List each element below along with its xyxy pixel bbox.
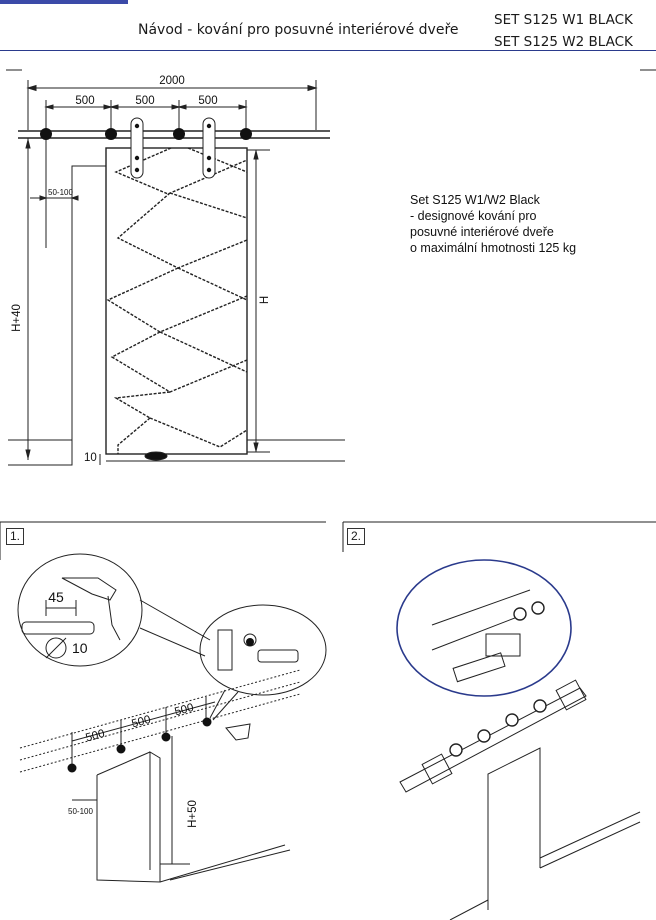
- drill-diameter: 10: [72, 640, 88, 656]
- set-code-w1: SET S125 W1 BLACK: [494, 12, 633, 28]
- dim-floor-gap: 10: [84, 452, 97, 464]
- set-code-w2: SET S125 W2 BLACK: [494, 34, 633, 50]
- description-line-4: o maximální hmotnosti 125 kg: [410, 241, 577, 255]
- drill-depth: 45: [48, 589, 64, 605]
- dim-gap: 50-100: [48, 188, 73, 197]
- description-line-1: Set S125 W1/W2 Black: [410, 193, 540, 207]
- dim-door-height: H: [259, 295, 271, 305]
- dim-spacing-2: 500: [135, 95, 155, 107]
- dim-spacing-1: 500: [75, 95, 95, 107]
- step1-spacing-3: 500: [173, 701, 196, 719]
- dim-spacing-3: 500: [198, 95, 218, 107]
- dim-wall-height: H+40: [11, 304, 23, 332]
- description-line-3: posuvné interiérové dveře: [410, 225, 554, 239]
- step1-gap: 50-100: [68, 807, 93, 816]
- step1-height: H+50: [187, 800, 199, 828]
- dim-total-width: 2000: [159, 75, 185, 87]
- step-2-label: 2.: [347, 528, 365, 545]
- step-1-label: 1.: [6, 528, 24, 545]
- description-line-2: - designové kování pro: [410, 209, 537, 223]
- step1-spacing-1: 500: [84, 727, 107, 745]
- step1-spacing-2: 500: [130, 713, 153, 731]
- document-title: Návod - kování pro posuvné interiérové dveře: [138, 22, 459, 38]
